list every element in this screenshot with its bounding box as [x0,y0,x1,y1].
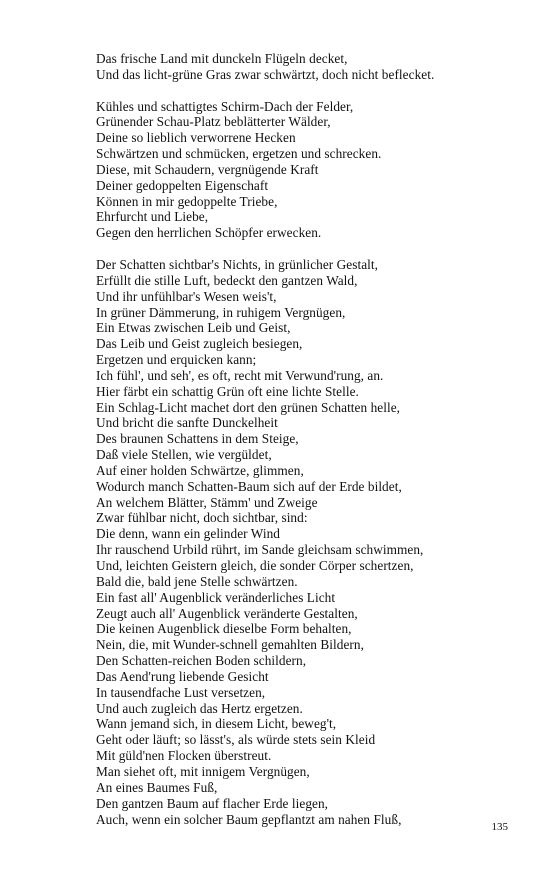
verse-line: Nein, die, mit Wunder-schnell gemahlten Bildern, [96,637,364,653]
verse-line: Den gantzen Baum auf flacher Erde liegen, [96,795,329,811]
poem-text [96,51,536,827]
verse-line: Gegen den herrlichen Schöpfer erwecken. [96,225,322,241]
stanza [96,51,536,83]
verse-line: Diese, mit Schaudern, vergnügende Kraft [96,161,319,177]
verse-line: Erfüllt die stille Luft, bedeckt den gantzen Wald, [96,272,358,288]
verse-line: Und das licht-grüne Gras zwar schwärtzt, doch nicht beflecket. [96,66,435,82]
verse-line: Und ihr unfühlbar's Wesen weis't, [96,288,277,304]
verse-line: An welchem Blätter, Stämm' und Zweige [96,494,318,510]
verse-line: Zwar fühlbar nicht, doch sichtbar, sind: [96,510,308,526]
verse-line: Wann jemand sich, in diesem Licht, beweg't, [96,716,337,732]
verse-line: Die keinen Augenblick dieselbe Form behalten, [96,621,352,637]
verse-line: Das Aend'rung liebende Gesicht [96,668,269,684]
verse-line: An eines Baumes Fuß, [96,779,218,795]
verse-line: Ergetzen und erquicken kann; [96,352,257,368]
verse-line: Ein Etwas zwischen Leib und Geist, [96,320,291,336]
verse-line: Ihr rauschend Urbild rührt, im Sande gleichsam schwimmen, [96,542,424,558]
verse-line: Ehrfurcht und Liebe, [96,209,209,225]
verse-line: Mit güld'nen Flocken überstreut. [96,748,272,764]
verse-line: Grünender Schau-Platz beblätterter Wälder, [96,114,331,130]
verse-line: Kühles und schattigtes Schirm-Dach der Felder, [96,98,354,114]
verse-line: Ich fühl', und seh', es oft, recht mit Verwund'rung, an. [96,367,384,383]
verse-line: Und, leichten Geistern gleich, die sonder Cörper schertzen, [96,558,414,573]
verse-line: Schwärtzen und schmücken, ergetzen und schrecken. [96,146,382,162]
verse-line: Geht oder läuft; so lässt's, als würde stets sein Kleid [96,732,376,748]
verse-line: Des braunen Schattens in dem Steige, [96,431,299,447]
stanza [96,257,536,827]
verse-line: Deiner gedoppelten Eigenschaft [96,177,269,193]
verse-line: Und bricht die sanfte Dunckelheit [96,415,278,431]
page-number: 135 [491,821,508,833]
verse-line: Auf einer holden Schwärtze, glimmen, [96,462,304,478]
verse-line: Der Schatten sichtbar's Nichts, in grünlicher Gestalt, [96,256,379,272]
verse-line: Man siehet oft, mit innigem Vergnügen, [96,763,310,779]
verse-line: Können in mir gedoppelte Triebe, [96,193,278,209]
stanza [96,99,536,242]
verse-line: Zeugt auch all' Augenblick veränderte Gestalten, [96,605,358,621]
verse-line: Daß viele Stellen, wie vergüldet, [96,447,272,463]
verse-line: Ein Schlag-Licht machet dort den grünen Schatten helle, [96,399,401,415]
verse-line: Den Schatten-reichen Boden schildern, [96,653,307,669]
verse-line: Ein fast all' Augenblick veränderliches Licht [96,589,336,605]
verse-line: Und auch zugleich das Hertz ergetzen. [96,700,303,716]
verse-line: Wodurch manch Schatten-Baum sich auf der Erde bildet, [96,478,402,494]
verse-line: Das frische Land mit dunckeln Flügeln decket, [96,51,348,66]
verse-line: Die denn, wann ein gelinder Wind [96,526,280,542]
verse-line: In grüner Dämmerung, in ruhigem Vergnügen, [96,304,346,320]
verse-line: Das Leib und Geist zugleich besiegen, [96,336,303,352]
verse-line: Bald die, bald jene Stelle schwärtzen. [96,573,298,589]
verse-line: Hier färbt ein schattig Grün oft eine lichte Stelle. [96,383,359,399]
verse-line: Deine so lieblich verworrene Hecken [96,130,296,146]
verse-line: In tausendfache Lust versetzen, [96,684,266,700]
verse-line: Auch, wenn ein solcher Baum gepflantzt am nahen Fluß, [96,811,402,827]
